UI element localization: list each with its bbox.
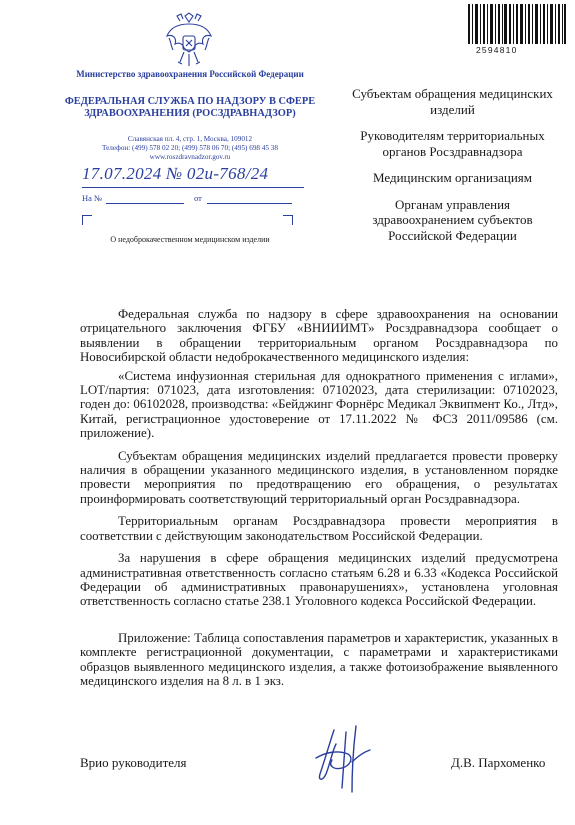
body-paragraph: Федеральная служба по надзору в сфере здравоохранения на основании отрицательного заключения ФГБУ «ВНИИИМТ» Росздравнадзора сообщает о выявлении в обращении территориальным органом Росздравнадзора по Новосибирской области недоброкачественного медицинского изделия: (80, 307, 558, 365)
agency-phones: Телефон: (499) 578 02 20; (499) 578 06 70; (495) 698 45 38 (102, 144, 278, 152)
reply-to-number-line (106, 203, 184, 204)
signatory-title: Врио руководителя (80, 755, 187, 770)
body-paragraph: За нарушения в сфере обращения медицинских изделий предусмотрена административная ответственность согласно статьям 6.28 и 6.33 «Кодекса Российской Федерации об административных правонарушениях», установлена уголовная ответственность согласно статье 238.1 Уголовного кодекса Российской Федерации. (80, 551, 558, 609)
agency-contacts (60, 135, 320, 162)
recipient-item: Руководителям территориальных органов Росздравнадзора (360, 128, 545, 159)
agency-name: ФЕДЕРАЛЬНАЯ СЛУЖБА ПО НАДЗОРУ В СФЕРЕ ЗДРАВООХРАНЕНИЯ (РОСЗДРАВНАДЗОР) (64, 96, 316, 119)
body-paragraph: Территориальным органам Росздравнадзора провести мероприятия в соответствии с действующим законодательством Российской Федерации. (80, 514, 558, 543)
agency-website: www.roszdravnadzor.gov.ru (149, 153, 231, 161)
recipients-block (345, 86, 560, 254)
recipient-item: Органам управления здравоохранением субъектов Российской Федерации (372, 196, 533, 243)
body-paragraph: «Система инфузионная стерильная для однократного применения с иглами», LOT/партия: 071023, дата изготовления: 07102023, дата стерилизации: 07102023, годен до: 06102028, производства: «Бейджинг Форнёрс Медикал Эквипмент Ко., Лтд», Китай, регистрационное удостоверение от 17.11.2022 № ФСЗ 2011/09586 (см. приложение). (80, 368, 558, 441)
body-paragraph: Субъектам обращения медицинских изделий предлагается провести проверку наличия в обращении указанного медицинского изделия, в установленном порядке провести мероприятия по предотвращению его обращения, о результатах проинформировать соответствующий территориальный орган Росздравнадзора. (80, 448, 558, 506)
reply-to-label: На № (82, 193, 103, 203)
registration-underline (82, 187, 304, 188)
reply-to-date-line (207, 203, 292, 204)
letter-body (80, 307, 558, 696)
registration-number: 17.07.2024 № 02и-768/24 (82, 164, 269, 183)
recipient-item: Субъектам обращения медицинских изделий (352, 86, 553, 117)
barcode (468, 4, 566, 44)
reply-to-date-label: от (194, 193, 202, 203)
subject-corner-right (283, 215, 293, 225)
ministry-name: Министерство здравоохранения Российской Федерации (76, 69, 304, 79)
agency-address: Славянская пл. 4, стр. 1, Москва, 109012 (127, 135, 253, 143)
handwritten-signature-icon (312, 722, 374, 796)
letter-subject: О недоброкачественном медицинском изделии (110, 235, 270, 244)
attachment-note: Приложение: Таблица сопоставления параметров и характеристик, указанных в комплекте регистрационной документации, с параметрами и характеристиками образцов выявленного медицинского изделия, а также фотоизображение выявленного медицинского изделия на 8 л. в 1 экз. (80, 630, 558, 688)
barcode-number: 2594810 (476, 45, 518, 55)
recipient-item: Медицинским организациям (373, 170, 532, 185)
russian-coat-of-arms-icon (165, 12, 213, 70)
subject-corner-left (82, 215, 92, 225)
signatory-name: Д.В. Пархоменко (451, 755, 546, 770)
